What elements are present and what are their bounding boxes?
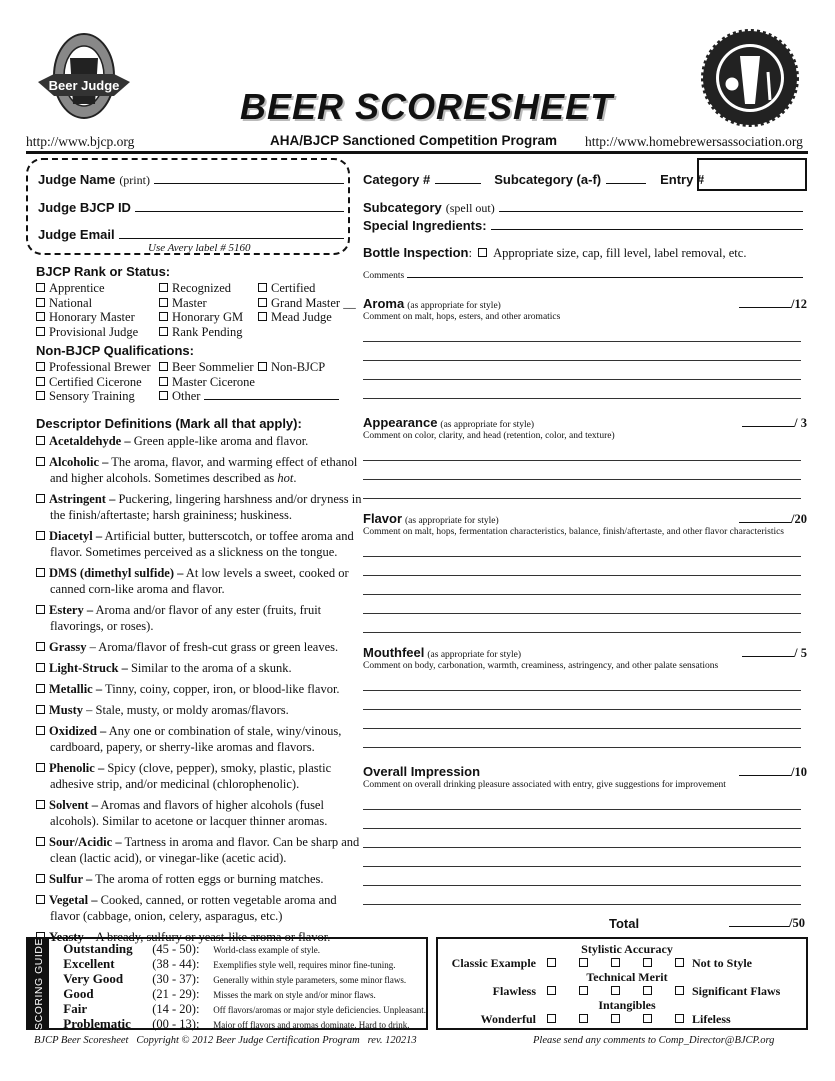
qual-option[interactable]: Sensory Training xyxy=(36,389,159,404)
checkbox[interactable] xyxy=(36,642,45,651)
checkbox[interactable] xyxy=(36,327,45,336)
section-hint: Comment on overall drinking pleasure associated with entry, give suggestions for improvement xyxy=(363,780,726,790)
score-field[interactable]: /20 xyxy=(739,512,807,527)
subcat-spell-sub: (spell out) xyxy=(445,201,495,215)
checkbox[interactable] xyxy=(258,298,267,307)
entry-number-box[interactable] xyxy=(697,158,807,191)
avery-note: Use Avery label # 5160 xyxy=(148,242,251,254)
checkbox[interactable] xyxy=(36,800,45,809)
checkbox[interactable] xyxy=(36,298,45,307)
footer-copyright: BJCP Beer Scoresheet Copyright © 2012 Beer Judge Certification Program rev. 120213 xyxy=(34,1035,417,1046)
comments-label: Comments xyxy=(363,271,405,281)
rank-option[interactable]: Provisional Judge xyxy=(36,325,159,340)
special-field[interactable] xyxy=(491,219,803,230)
svg-text:Beer Judge: Beer Judge xyxy=(48,78,120,93)
scoring-guide xyxy=(26,937,428,1030)
section-hint: Comment on color, clarity, and head (retention, color, and texture) xyxy=(363,431,615,441)
descriptor-item[interactable]: Musty – Stale, musty, or moldy aromas/flavors. xyxy=(36,702,362,718)
descriptor-item[interactable]: Metallic – Tinny, coiny, copper, iron, or blood-like flavor. xyxy=(36,681,362,697)
rank-option[interactable]: Honorary Master xyxy=(36,310,159,325)
section-aroma: Aroma (as appropriate for style) /12 Comment on malt, hops, esters, and other aromatics xyxy=(363,296,807,399)
rank-title: BJCP Rank or Status: xyxy=(36,264,171,279)
checkbox[interactable] xyxy=(36,605,45,614)
checkbox[interactable] xyxy=(159,312,168,321)
score-field[interactable]: / 5 xyxy=(742,646,807,661)
scoring-guide-sidebar: SCORING GUIDE xyxy=(28,939,49,1028)
rank-option[interactable]: National xyxy=(36,296,159,311)
entry-label: Entry # xyxy=(660,172,705,187)
checkbox[interactable] xyxy=(547,958,556,967)
judge-name-label: Judge Name xyxy=(38,172,116,187)
descriptor-item[interactable]: Sour/Acidic – Tartness in aroma and flavor. Can be sharp and clean (lactic acid), or vinegar-like (acetic acid). xyxy=(36,834,362,866)
subcat-spell-label: Subcategory xyxy=(363,200,442,215)
descriptor-item[interactable]: DMS (dimethyl sulfide) – At low levels a sweet, cooked or canned corn-like aroma and flavor. xyxy=(36,565,362,597)
bottle-row: Bottle Inspection : Appropriate size, cap, fill level, label removal, etc. xyxy=(363,245,747,260)
descriptor-item[interactable]: Oxidized – Any one or combination of stale, winy/vinous, cardboard, papery, or sherry-like aromas and flavors. xyxy=(36,723,362,755)
non-bjcp-title: Non-BJCP Qualifications: xyxy=(36,343,194,358)
checkbox[interactable] xyxy=(547,1014,556,1023)
checkbox[interactable] xyxy=(611,1014,620,1023)
checkbox[interactable] xyxy=(159,362,168,371)
section-hint: Comment on body, carbonation, warmth, creaminess, astringency, and other palate sensations xyxy=(363,661,719,671)
non-bjcp-options xyxy=(36,360,368,404)
qual-option[interactable]: Master Cicerone xyxy=(159,375,258,390)
qual-option[interactable]: Non-BJCP xyxy=(258,360,368,375)
descriptor-item[interactable]: Vegetal – Cooked, canned, or rotten vegetable aroma and flavor (cabbage, onion, celery, asparagus, etc.) xyxy=(36,892,362,924)
category-label: Category # xyxy=(363,172,431,187)
checkbox[interactable] xyxy=(159,327,168,336)
qual-option[interactable]: Professional Brewer xyxy=(36,360,159,375)
checkbox[interactable] xyxy=(258,283,267,292)
bottle-text: Appropriate size, cap, fill level, label removal, etc. xyxy=(493,246,747,260)
qual-option[interactable]: Other xyxy=(159,389,258,404)
checkbox[interactable] xyxy=(36,874,45,883)
rank-options xyxy=(36,281,368,339)
checkbox[interactable] xyxy=(36,494,45,503)
accuracy-box xyxy=(436,937,808,1030)
checkbox[interactable] xyxy=(579,1014,588,1023)
checkbox[interactable] xyxy=(36,283,45,292)
scoring-guide-table xyxy=(63,942,426,1032)
rank-option[interactable]: Rank Pending xyxy=(159,325,258,340)
total-label: Total xyxy=(609,916,640,931)
descriptor-item[interactable]: Phenolic – Spicy (clove, pepper), smoky, plastic, plastic adhesive strip, and/or medicinal (chlorophenolic). xyxy=(36,760,362,792)
checkbox[interactable] xyxy=(36,362,45,371)
bjcp-url[interactable]: http://www.bjcp.org xyxy=(26,134,135,149)
checkbox[interactable] xyxy=(159,283,168,292)
accuracy-heading: Stylistic Accuracy xyxy=(581,942,673,956)
checkbox[interactable] xyxy=(159,377,168,386)
checkbox[interactable] xyxy=(611,986,620,995)
descriptor-list xyxy=(36,433,362,950)
checkbox[interactable] xyxy=(36,837,45,846)
comments-row xyxy=(363,270,803,281)
comment-lines[interactable] xyxy=(363,442,807,499)
subcategory-label: Subcategory (a-f) xyxy=(494,172,602,187)
checkbox[interactable] xyxy=(547,986,556,995)
qual-option[interactable]: Certified Cicerone xyxy=(36,375,159,390)
subcategory-field[interactable] xyxy=(606,173,646,184)
descriptor-item[interactable]: Grassy – Aroma/flavor of fresh-cut grass or green leaves. xyxy=(36,639,362,655)
section-overall xyxy=(363,764,807,905)
judge-email-row xyxy=(38,227,344,242)
category-field[interactable] xyxy=(435,173,481,184)
judge-label-box xyxy=(26,158,350,255)
rank-option[interactable]: Mead Judge xyxy=(258,310,368,325)
rank-option[interactable]: Apprentice xyxy=(36,281,159,296)
checkbox[interactable] xyxy=(36,377,45,386)
page-title: BEER SCORESHEET xyxy=(240,86,614,127)
checkbox[interactable] xyxy=(258,312,267,321)
section-title: Aroma xyxy=(363,296,405,311)
total-field[interactable]: /50 xyxy=(729,916,805,931)
judge-id-label: Judge BJCP ID xyxy=(38,200,131,215)
section-title: Appearance xyxy=(363,415,438,430)
descriptor-item[interactable]: Solvent – Aromas and flavors of higher alcohols (fusel alcohols). Similar to acetone or lacquer thinner aromas. xyxy=(36,797,362,829)
checkbox[interactable] xyxy=(36,763,45,772)
accuracy-row-intangibles: Wonderful Lifeless xyxy=(480,1012,731,1026)
checkbox[interactable] xyxy=(643,958,652,967)
accuracy-heading: Intangibles xyxy=(598,998,656,1012)
checkbox[interactable] xyxy=(675,1014,684,1023)
rank-option[interactable]: Honorary GM xyxy=(159,310,258,325)
category-row xyxy=(363,172,704,187)
checkbox[interactable] xyxy=(36,705,45,714)
subcat-spell-field[interactable] xyxy=(499,201,803,212)
checkbox[interactable] xyxy=(159,391,168,400)
comment-lines[interactable] xyxy=(363,323,807,399)
descriptor-item[interactable]: Diacetyl – Artificial butter, butterscotch, or toffee aroma and flavor. Sometimes perceived as a slickness on the tongue. xyxy=(36,528,362,560)
rank-option[interactable]: Certified xyxy=(258,281,368,296)
descriptor-item[interactable]: Astringent – Puckering, lingering harshness and/or dryness in the finish/aftertaste; harsh graininess; huskiness. xyxy=(36,491,362,523)
section-mouthfeel: Mouthfeel (as appropriate for style) / 5 Comment on body, carbonation, warmth, creaminess, astringency, and other palate sensations xyxy=(363,645,807,748)
checkbox[interactable] xyxy=(643,1014,652,1023)
checkbox[interactable] xyxy=(36,663,45,672)
checkbox[interactable] xyxy=(675,986,684,995)
judge-name-field[interactable] xyxy=(154,172,344,184)
judge-email-field[interactable] xyxy=(119,227,344,239)
subcat-spell-row xyxy=(363,200,803,216)
bjcp-logo xyxy=(34,30,134,122)
checkbox[interactable] xyxy=(36,895,45,904)
aha-logo xyxy=(700,28,800,128)
checkbox[interactable] xyxy=(579,986,588,995)
accuracy-heading: Technical Merit xyxy=(586,970,668,984)
checkbox[interactable] xyxy=(36,531,45,540)
checkbox[interactable] xyxy=(36,436,45,445)
section-hint: Comment on malt, hops, esters, and other aromatics xyxy=(363,312,561,322)
special-row xyxy=(363,218,803,233)
descriptor-item[interactable]: Alcoholic – The aroma, flavor, and warming effect of ethanol and higher alcohols. Sometimes described as hot. xyxy=(36,454,362,486)
checkbox[interactable] xyxy=(36,391,45,400)
guide-row: Good (21 - 29): Misses the mark on style and/or minor flaws. xyxy=(63,986,376,1001)
descriptor-item[interactable]: Sulfur – The aroma of rotten eggs or burning matches. xyxy=(36,871,362,887)
section-title: Mouthfeel xyxy=(363,645,425,660)
score-field[interactable]: /12 xyxy=(739,297,807,312)
footer-contact: Please send any comments to Comp_Director@BJCP.org xyxy=(533,1035,775,1046)
accuracy-row-technical: Flawless Significant Flaws xyxy=(492,984,781,998)
qual-option[interactable]: Beer Sommelier xyxy=(159,360,258,375)
judge-id-field[interactable] xyxy=(135,200,344,212)
descriptor-title: Descriptor Definitions (Mark all that apply): xyxy=(36,416,302,431)
section-appearance: Appearance (as appropriate for style) / 3 Comment on color, clarity, and head (retention, color, and texture) xyxy=(363,415,807,499)
rank-option[interactable]: Grand Master __ xyxy=(258,296,368,311)
section-hint: Comment on malt, hops, fermentation characteristics, balance, finish/aftertaste, and other flavor characteristics xyxy=(363,527,785,537)
bottle-checkbox[interactable] xyxy=(478,248,487,257)
rank-option[interactable]: Recognized xyxy=(159,281,258,296)
checkbox[interactable] xyxy=(36,568,45,577)
checkbox[interactable] xyxy=(579,958,588,967)
descriptor-item[interactable]: Light-Struck – Similar to the aroma of a skunk. xyxy=(36,660,362,676)
section-flavor: Flavor (as appropriate for style) /20 Comment on malt, hops, fermentation characteristics, balance, finish/aftertaste, and other flavor characteristics xyxy=(363,511,807,633)
score-field[interactable]: / 3 xyxy=(742,416,807,431)
judge-email-label: Judge Email xyxy=(38,227,115,242)
checkbox[interactable] xyxy=(258,362,267,371)
checkbox[interactable] xyxy=(675,958,684,967)
guide-row: Outstanding (45 - 50): World-class example of style. xyxy=(63,941,320,956)
guide-row: Excellent (38 - 44): Exemplifies style well, requires minor fine-tuning. xyxy=(63,956,396,971)
guide-row: Very Good (30 - 37): Generally within style parameters, some minor flaws. xyxy=(63,971,407,986)
checkbox[interactable] xyxy=(611,958,620,967)
section-title: Flavor xyxy=(363,511,403,526)
checkbox[interactable] xyxy=(36,457,45,466)
descriptor-item[interactable]: Yeasty – A bready, sulfury or yeast-like aroma or flavor. xyxy=(36,929,362,945)
special-label: Special Ingredients: xyxy=(363,218,487,233)
sanction-heading: AHA/BJCP Sanctioned Competition Program xyxy=(270,133,558,148)
descriptor-item[interactable]: Acetaldehyde – Green apple-like aroma and flavor. xyxy=(36,433,362,449)
judge-name-row xyxy=(38,172,344,188)
score-field[interactable]: /10 xyxy=(739,765,807,780)
checkbox[interactable] xyxy=(643,986,652,995)
checkbox[interactable] xyxy=(36,726,45,735)
judge-id-row xyxy=(38,200,344,215)
descriptor-item[interactable]: Estery – Aroma and/or flavor of any ester (fruits, fruit flavorings, or roses). xyxy=(36,602,362,634)
guide-row: Problematic (00 - 13): Major off flavors and aromas dominate. Hard to drink. xyxy=(63,1016,410,1031)
header-divider xyxy=(26,151,808,154)
accuracy-row-stylistic: Classic Example Not to Style xyxy=(451,956,752,970)
rank-option[interactable]: Master xyxy=(159,296,258,311)
checkbox[interactable] xyxy=(159,298,168,307)
judge-name-sub: (print) xyxy=(119,173,150,187)
bottle-label: Bottle Inspection xyxy=(363,245,469,260)
checkbox[interactable] xyxy=(36,312,45,321)
section-title: Overall Impression xyxy=(363,764,481,779)
comment-lines[interactable] xyxy=(363,538,807,633)
comments-field[interactable] xyxy=(407,270,803,278)
guide-row: Fair (14 - 20): Off flavors/aromas or major style deficiencies. Unpleasant. xyxy=(63,1001,426,1016)
comment-lines[interactable] xyxy=(363,672,807,748)
comment-lines[interactable] xyxy=(363,791,807,905)
checkbox[interactable] xyxy=(36,684,45,693)
aha-url[interactable]: http://www.homebrewersassociation.org xyxy=(585,134,803,149)
